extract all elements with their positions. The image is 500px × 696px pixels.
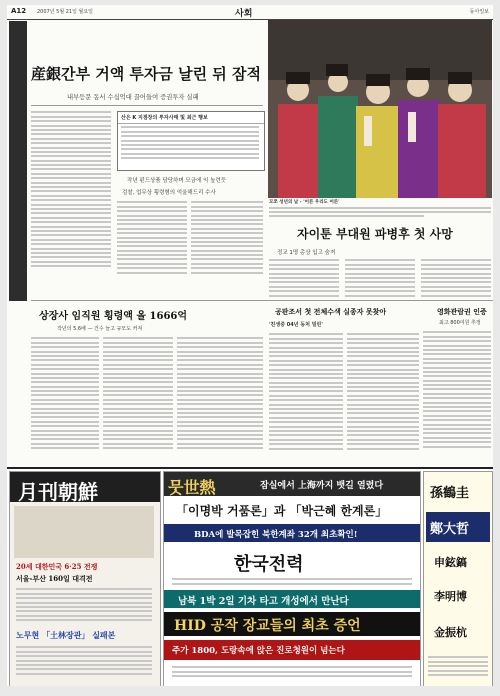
ad-center-tag: 잠실에서 上海까지 뱃길 열렸다: [260, 481, 384, 491]
bottom-left-headline: 상장사 임직원 횡령액 올 1666억: [39, 311, 188, 322]
ad-right-brand2: 鄭大哲: [430, 522, 470, 537]
right-books-ad: [423, 471, 493, 686]
lead-col-head: 작년 펀드상품 담당하며 모금에 익 높련듯: [127, 178, 227, 184]
page-date: 2007년 5월 21일 월요일: [37, 9, 94, 15]
ad-right-brand4: 李明博: [434, 590, 467, 603]
paper-name: 동아일보: [469, 9, 489, 15]
lead-body-col2: [117, 199, 187, 279]
right-body-col3: [421, 257, 491, 302]
ad-left-line2: 서울-부산 160일 대격전: [16, 574, 93, 583]
timeline-rows: [121, 124, 259, 166]
divider-mid: [31, 300, 493, 301]
ad-center-line6: 주가 1800, 도랑속에 앉은 진로청원이 넘는다: [172, 646, 345, 656]
ad-center-text: [172, 576, 412, 588]
ad-left-text: [16, 586, 152, 626]
bottom-left-col3: [177, 335, 263, 463]
photo-illustration: [268, 20, 492, 198]
bottom-mid-subhead: '친생중 04년 동처 밀린': [269, 322, 323, 328]
monthly-chosun-ad: [9, 471, 161, 686]
lead-headline: 産銀간부 거액 투자금 날린 뒤 잠적: [31, 65, 261, 83]
ad-right-brand5: 金振杭: [434, 626, 467, 639]
side-bar-strip: [9, 21, 27, 301]
ceremony-photo: [268, 20, 492, 198]
bottom-right-col: [423, 329, 491, 463]
ad-photo-block: [14, 506, 154, 558]
ad-right-brand1: 孫鶴圭: [430, 486, 470, 501]
lead-subhead: 내부등문 동서 수십억대 끌어들여 증권투자 실패: [67, 94, 199, 101]
right-subhead: 정교 1명 총상 입고 숨져: [277, 250, 336, 256]
ad-center-line3: 한국전력: [234, 554, 304, 575]
lead-body-col1: [31, 109, 111, 279]
newspaper-page: [7, 5, 493, 686]
lead-body-col3: [191, 199, 263, 279]
bottom-right-subhead: 최고 800여원 추정: [439, 320, 481, 326]
page-number: A12: [11, 7, 27, 15]
right-body-col2: [345, 257, 415, 302]
bottom-left-subhead: 작년의 5.6배 — 건수 늘고 규모도 커져: [57, 326, 143, 332]
ad-center-line4: 남북 1박 2일 기차 타고 개성에서 만난다: [178, 596, 349, 607]
ad-center-line1: 「이명박 거품론」과 「박근혜 한계론」: [176, 504, 388, 518]
bottom-mid-col2: [347, 331, 419, 463]
bottom-mid-col1: [269, 331, 343, 463]
bottom-left-col1: [31, 335, 99, 463]
section-title: 사회: [235, 9, 253, 19]
photo-caption-title: 모쪼 성년의 날 - '어른 우리도 어른': [269, 200, 340, 205]
divider: [31, 105, 263, 106]
bottom-right-headline: 영화관람권 인증: [437, 307, 487, 316]
ad-right-text: [428, 654, 488, 682]
right-body-col1: [269, 257, 339, 302]
center-magazine-ad: [163, 471, 421, 686]
ad-left-line3: 노무현 「土林장관」 실패본: [16, 630, 116, 640]
photo-caption: [269, 200, 491, 222]
bottom-left-col2: [103, 335, 173, 463]
ad-right-brand3: 申鉉鎬: [434, 556, 467, 569]
page-header: [7, 5, 493, 20]
ad-brand-left: 月刊朝鮮: [18, 480, 98, 504]
ad-brand-center: 뭇世熱: [168, 478, 216, 497]
ad-center-line5: HID 공작 장교들의 최초 증언: [174, 618, 361, 634]
ad-left-line1: 20세 대한민국 6·25 전쟁: [16, 562, 98, 571]
advertisement-area: [7, 467, 493, 686]
lead-col-head-2: 검찰, 업무상 횡령혐의 억울해드리 수사: [122, 190, 216, 196]
ad-left-text-2: [16, 644, 152, 682]
ad-center-footer: [172, 664, 412, 682]
ad-center-line2: BDA에 발목잡힌 북한계좌 32개 최초확인!: [194, 530, 358, 540]
bottom-mid-headline: 공판조서 첫 전체수색 실종자 못찾아: [275, 307, 387, 316]
timeline-title: 산은 K 지점장의 투자사태 및 최근 행보: [118, 112, 264, 124]
right-headline: 자이툰 부대원 파병후 첫 사망: [297, 227, 453, 241]
timeline-box: [117, 111, 265, 171]
